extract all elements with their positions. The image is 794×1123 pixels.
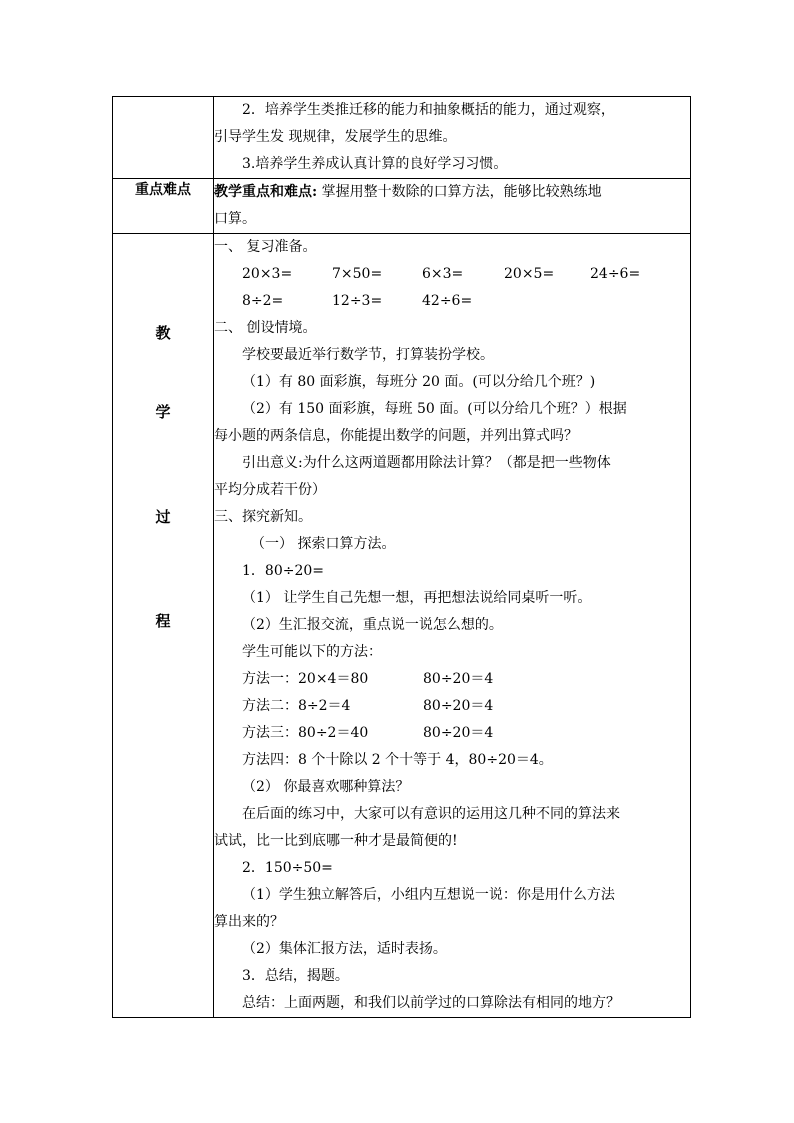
section-2-question-2-line-2: 每小题的两条信息，你能提出数学的问题，并列出算式吗？ — [214, 428, 578, 444]
review-expr: 42÷6= — [422, 293, 473, 309]
method-left: 方法二：8÷2＝4 — [242, 698, 351, 714]
section-3-subtitle: （一） 探索口算方法。 — [251, 536, 396, 552]
review-expr: 20×5= — [504, 266, 555, 282]
method-right: 80÷20＝4 — [423, 698, 494, 714]
summary-text: 总结：上面两题，和我们以前学过的口算除法有相同的地方？ — [242, 995, 620, 1011]
section-2-paragraph: 学校要最近举行数学节，打算装扮学校。 — [242, 347, 494, 363]
exercise-1-step-2: （2）生汇报交流，重点说一说怎么想的。 — [242, 617, 503, 633]
section-3-title: 三、探究新知。 — [214, 509, 312, 525]
practice-note-line-1: 在后面的练习中，大家可以有意识的运用这几种不同的算法来 — [242, 806, 620, 822]
process-label-cell — [113, 234, 214, 1018]
review-expr: 12÷3= — [332, 293, 383, 309]
process-content-cell — [214, 234, 691, 1018]
practice-note-line-2: 试试，比一比到底哪一种才是最简便的! — [214, 833, 458, 849]
section-2-title: 二、 创设情境。 — [214, 320, 317, 336]
method-left: 方法一：20×4＝80 — [242, 671, 369, 687]
exercise-1-title: 1．80÷20= — [242, 563, 324, 579]
method-4: 方法四：8 个十除以 2 个十等于 4，80÷20＝4。 — [242, 752, 553, 768]
teaching-goals-row — [113, 97, 691, 179]
key-points-line-1 — [214, 179, 690, 206]
review-expr: 20×3= — [242, 266, 293, 282]
process-label-char-4: 程 — [155, 612, 171, 630]
exercise-2-title: 2．150÷50= — [242, 860, 333, 876]
exercise-2-step-1-line-1: （1）学生独立解答后，小组内互想说一说：你是用什么方法 — [242, 887, 615, 903]
section-2-question-2-line-1: （2）有 150 面彩旗，每班 50 面。(可以分给几个班？）根据 — [242, 401, 627, 417]
method-row — [214, 720, 690, 747]
review-expr: 8÷2= — [242, 293, 284, 309]
key-points-label: 重点难点 — [113, 179, 214, 234]
method-row — [214, 666, 690, 693]
key-points-line-2: 口算。 — [214, 211, 256, 227]
review-expr: 7×50= — [332, 266, 383, 282]
favorite-method-question: （2） 你最喜欢哪种算法？ — [242, 779, 410, 795]
goal-item-3: 3.培养学生养成认真计算的良好学习习惯。 — [242, 156, 508, 172]
method-right: 80÷20＝4 — [423, 725, 494, 741]
exercise-1-step-1: （1） 让学生自己先想一想，再把想法说给同桌听一听。 — [242, 590, 592, 606]
goal-item-2-line-1: 2．培养学生类推迁移的能力和抽象概括的能力，通过观察， — [242, 102, 615, 118]
review-expr: 6×3= — [422, 266, 464, 282]
teaching-process-row — [113, 234, 691, 1018]
review-expr: 24÷6= — [590, 266, 641, 282]
review-row-1 — [214, 261, 690, 288]
section-2-question-1: （1）有 80 面彩旗，每班分 20 面。(可以分给几个班？) — [242, 374, 596, 390]
section-1-title: 一、 复习准备。 — [214, 239, 317, 255]
goal-item-2-line-2: 引导学生发 现规律，发展学生的思维。 — [214, 129, 457, 145]
lesson-plan-table — [112, 96, 691, 1018]
method-row — [214, 693, 690, 720]
exercise-2-step-1-line-2: 算出来的？ — [214, 914, 284, 930]
summary-title: 3．总结，揭题。 — [242, 968, 349, 984]
key-points-text-1: 掌握用整十数除的口算方法，能够比较熟练地 — [317, 184, 602, 200]
method-right: 80÷20＝4 — [423, 671, 494, 687]
process-label-char-1: 教 — [155, 324, 171, 342]
review-row-2 — [214, 288, 690, 315]
methods-intro: 学生可能以下的方法： — [242, 644, 382, 660]
process-label-char-3: 过 — [155, 508, 171, 526]
key-points-heading: 教学重点和难点: — [214, 184, 318, 200]
exercise-2-step-2: （2）集体汇报方法，适时表扬。 — [242, 941, 447, 957]
method-left: 方法三：80÷2＝40 — [242, 725, 369, 741]
section-2-meaning-line-2: 平均分成若干份） — [214, 482, 326, 498]
section-2-meaning-line-1: 引出意义:为什么这两道题都用除法计算？（都是把一些物体 — [242, 455, 611, 471]
key-points-row — [113, 179, 691, 234]
key-points-content — [214, 179, 691, 234]
process-label-char-2: 学 — [155, 403, 171, 421]
goals-label-cell — [113, 97, 214, 179]
goals-content-cell — [214, 97, 691, 179]
